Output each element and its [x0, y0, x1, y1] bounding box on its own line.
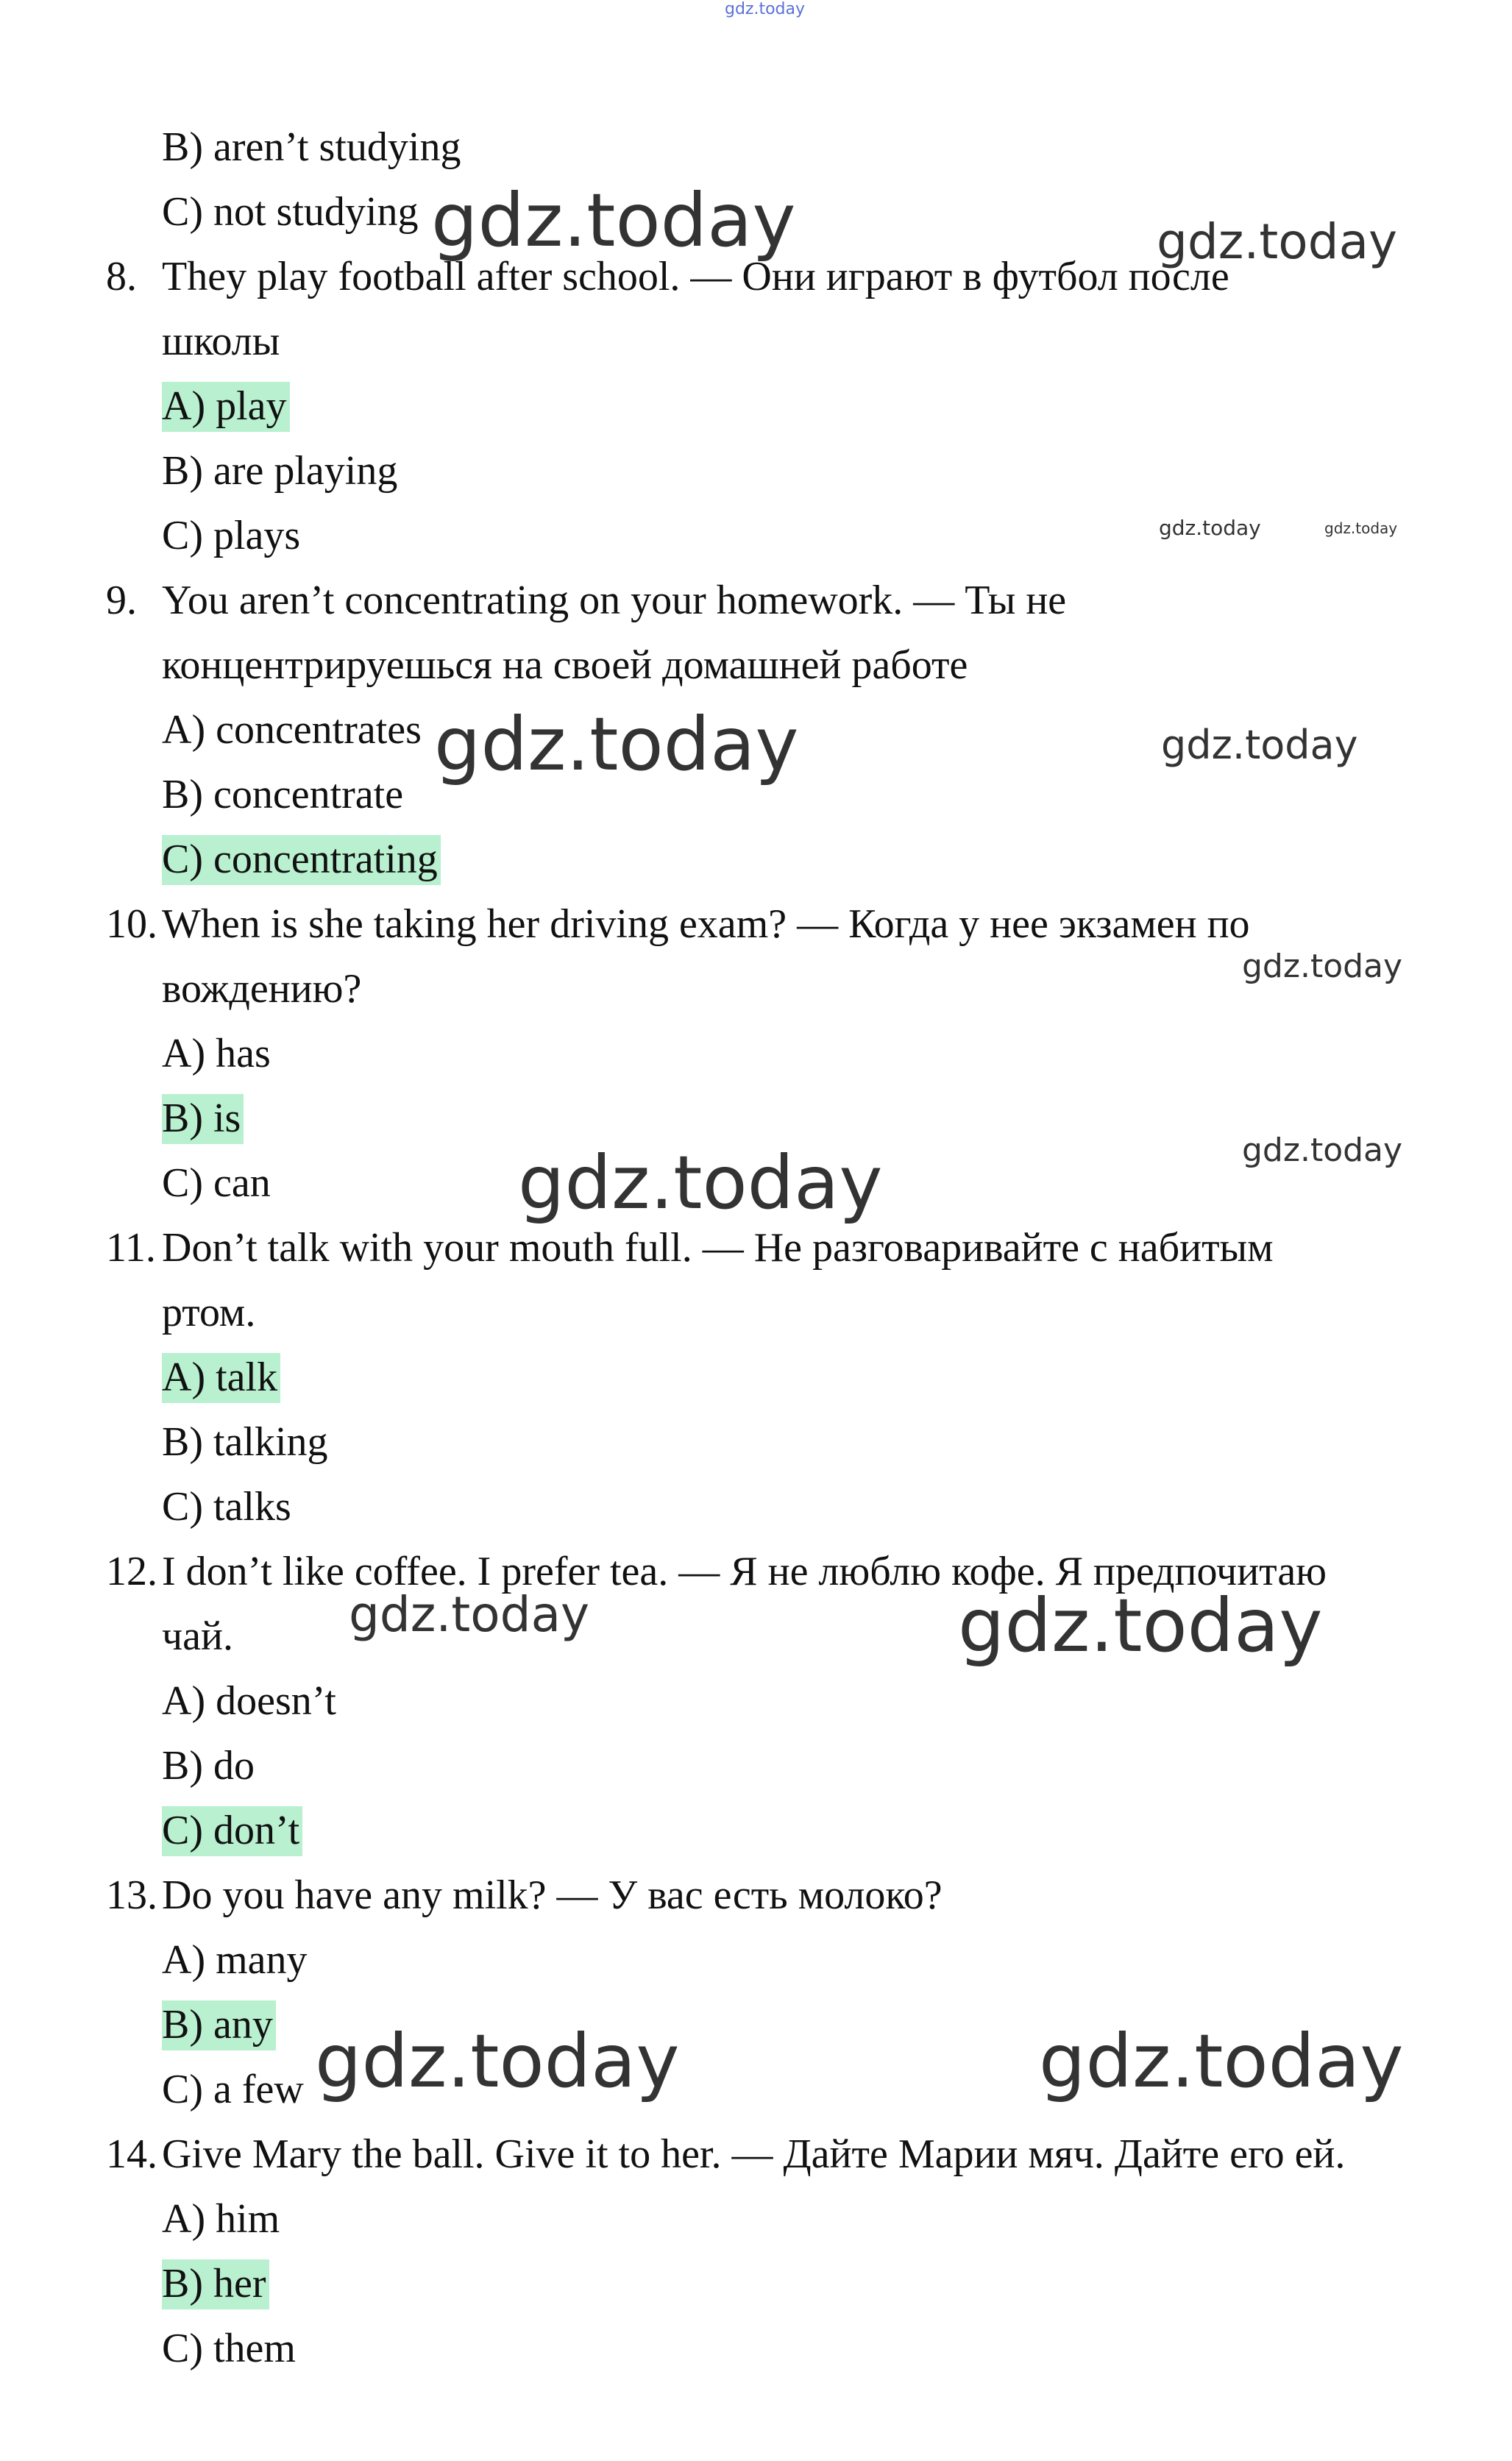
q9-option-c — [162, 839, 441, 880]
q12-option-a: A) doesn’t — [162, 1678, 336, 1724]
q13-number: 13. — [106, 1872, 157, 1918]
q14-number: 14. — [106, 2131, 157, 2177]
q12-option-b: B) do — [162, 1743, 255, 1789]
q12-option-c — [162, 1810, 302, 1851]
q13-option-a: A) many — [162, 1937, 308, 1983]
q8-option-c: C) plays — [162, 513, 301, 558]
q11-option-b: B) talking — [162, 1419, 328, 1465]
watermark: gdz.today — [1161, 722, 1358, 768]
q11-option-c: C) talks — [162, 1484, 291, 1530]
watermark: gdz.today — [518, 1140, 883, 1226]
q9-answer-highlight: C) concentrating — [162, 835, 441, 885]
q7-option-b: B) aren’t studying — [162, 124, 461, 170]
q11-number: 11. — [106, 1225, 156, 1271]
q8-text-line1: They play football after school. — Они играют в футбол после — [162, 254, 1229, 299]
q7-option-c: C) not studying — [162, 189, 419, 235]
q12-answer-highlight: C) don’t — [162, 1806, 302, 1856]
watermark: gdz.today — [1324, 519, 1398, 537]
q13-option-c: C) a few — [162, 2067, 304, 2112]
watermark: gdz.today — [431, 177, 796, 263]
q11-answer-highlight: A) talk — [162, 1353, 280, 1403]
q10-option-a: A) has — [162, 1031, 271, 1076]
q13-text-line1: Do you have any milk? — У вас есть молоко? — [162, 1872, 943, 1918]
q8-answer-highlight: A) play — [162, 382, 290, 432]
q11-text-line1: Don’t talk with your mouth full. — Не разговаривайте с набитым — [162, 1225, 1274, 1271]
q10-text-line2: вождению? — [162, 966, 362, 1012]
q11-text-line2: ртом. — [162, 1290, 256, 1335]
q14-option-c: C) them — [162, 2326, 296, 2371]
q10-option-b — [162, 1095, 244, 1141]
q9-option-a: A) concentrates — [162, 707, 422, 753]
q12-text-line2: чай. — [162, 1613, 233, 1659]
top-watermark: gdz.today — [725, 0, 806, 18]
q9-option-b: B) concentrate — [162, 772, 404, 817]
watermark: gdz.today — [1157, 213, 1398, 270]
watermark: gdz.today — [1159, 516, 1261, 540]
q12-text-line1: I don’t like coffee. I prefer tea. — Я не люблю кофе. Я предпочитаю — [162, 1549, 1327, 1594]
q9-number: 9. — [106, 578, 137, 623]
watermark: gdz.today — [1039, 2018, 1404, 2104]
q14-answer-highlight: B) her — [162, 2259, 269, 2309]
watermark: gdz.today — [434, 701, 799, 787]
q10-answer-highlight: B) is — [162, 1094, 244, 1144]
q9-text-line2: концентрируешься на своей домашней работе — [162, 642, 968, 688]
q11-option-a — [162, 1354, 280, 1400]
q8-option-b: B) are playing — [162, 448, 398, 494]
q8-number: 8. — [106, 254, 137, 299]
q8-option-a — [162, 383, 290, 429]
watermark: gdz.today — [315, 2018, 680, 2104]
q14-option-b — [162, 2263, 269, 2304]
watermark: gdz.today — [1242, 1132, 1403, 1169]
q13-answer-highlight: B) any — [162, 2000, 276, 2050]
q8-text-line2: школы — [162, 319, 280, 364]
watermark: gdz.today — [1242, 948, 1403, 985]
watermark: gdz.today — [349, 1586, 590, 1643]
q14-text-line1: Give Mary the ball. Give it to her. — Дайте Марии мяч. Дайте его ей. — [162, 2131, 1346, 2177]
q14-option-a: A) him — [162, 2196, 280, 2242]
q13-option-b — [162, 2002, 276, 2048]
watermark: gdz.today — [958, 1583, 1323, 1669]
q10-option-c: C) can — [162, 1160, 271, 1206]
q12-number: 12. — [106, 1549, 157, 1594]
q10-text-line1: When is she taking her driving exam? — Когда у нее экзамен по — [162, 901, 1250, 947]
q10-number: 10. — [106, 901, 157, 947]
q9-text-line1: You aren’t concentrating on your homework. — Ты не — [162, 578, 1067, 623]
